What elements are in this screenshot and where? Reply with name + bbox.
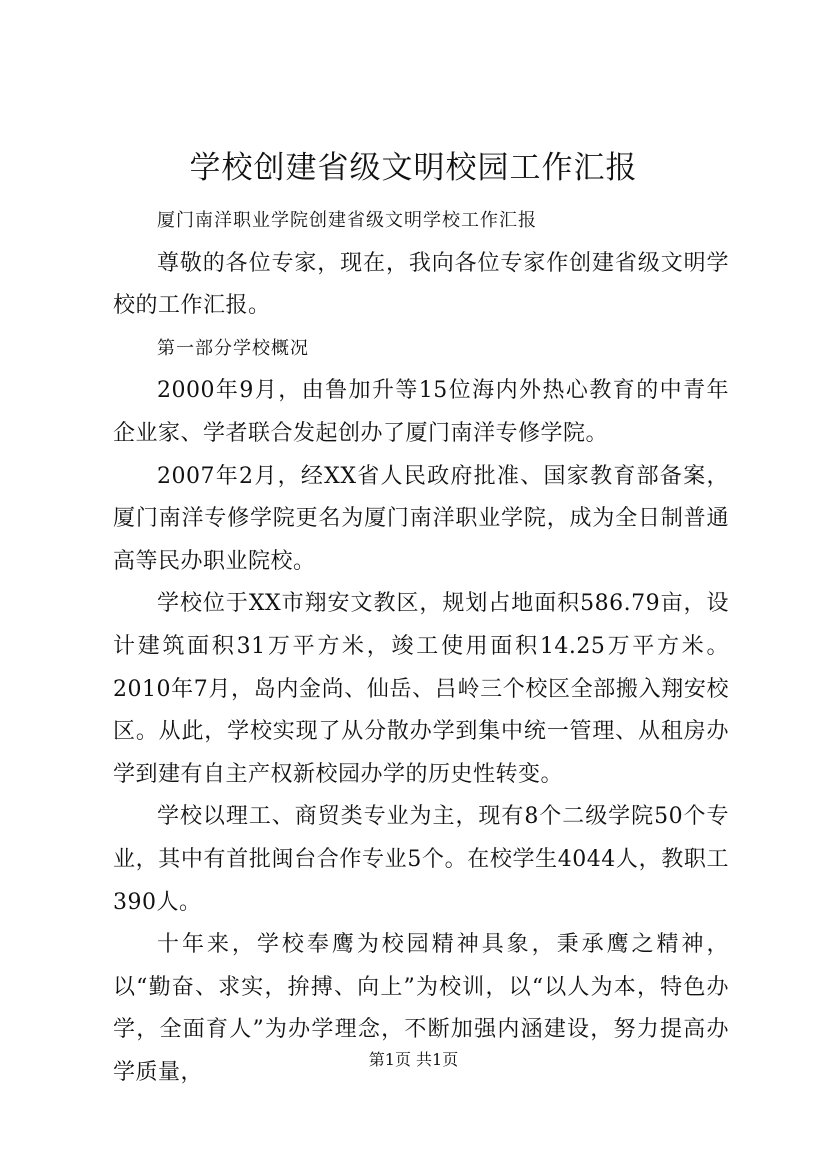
section-heading: 第一部分学校概况 [157, 337, 309, 359]
body-paragraph: 学校以理工、商贸类专业为主，现有8个二级学院50个专业，其中有首批闽台合作专业5个。在校学生4044人，教职工390人。 [113, 804, 729, 915]
body-paragraph: 2000年9月，由鲁加升等15位海内外热心教育的中青年企业家、学者联合发起创办了厦门南洋专修学院。 [113, 378, 729, 446]
body-paragraph: 学校位于XX市翔安文教区，规划占地面积586.79亩，设计建筑面积31万平方米，竣工使用面积14.25万平方米。2010年7月，岛内金尚、仙岳、吕岭三个校区全部搬入翔安校区。从此，学校实现了从分散办学到集中统一管理、从租房办学到建有自主产权新校园办学的历史性转变。 [113, 591, 729, 787]
document-title: 学校创建省级文明校园工作汇报 [189, 150, 638, 186]
document-body [113, 200, 729, 1094]
page-footer: 第1页 共1页 [368, 1050, 459, 1069]
greeting-paragraph: 尊敬的各位专家，现在，我向各位专家作创建省级文明学校的工作汇报。 [113, 250, 729, 319]
body-paragraph: 十年来，学校奉鹰为校园精神具象，秉承鹰之精神，以“勤奋、求实，拚搏、向上”为校训，以“以人为本，特色办学，全面育人”为办学理念，不断加强内涵建设，努力提高办学质量， [113, 932, 729, 1085]
subtitle-paragraph: 厦门南洋职业学院创建省级文明学校工作汇报 [157, 210, 537, 231]
body-paragraph: 2007年2月，经XX省人民政府批准、国家教育部备案，厦门南洋专修学院更名为厦门南洋职业学院，成为全日制普通高等民办职业院校。 [113, 463, 729, 574]
